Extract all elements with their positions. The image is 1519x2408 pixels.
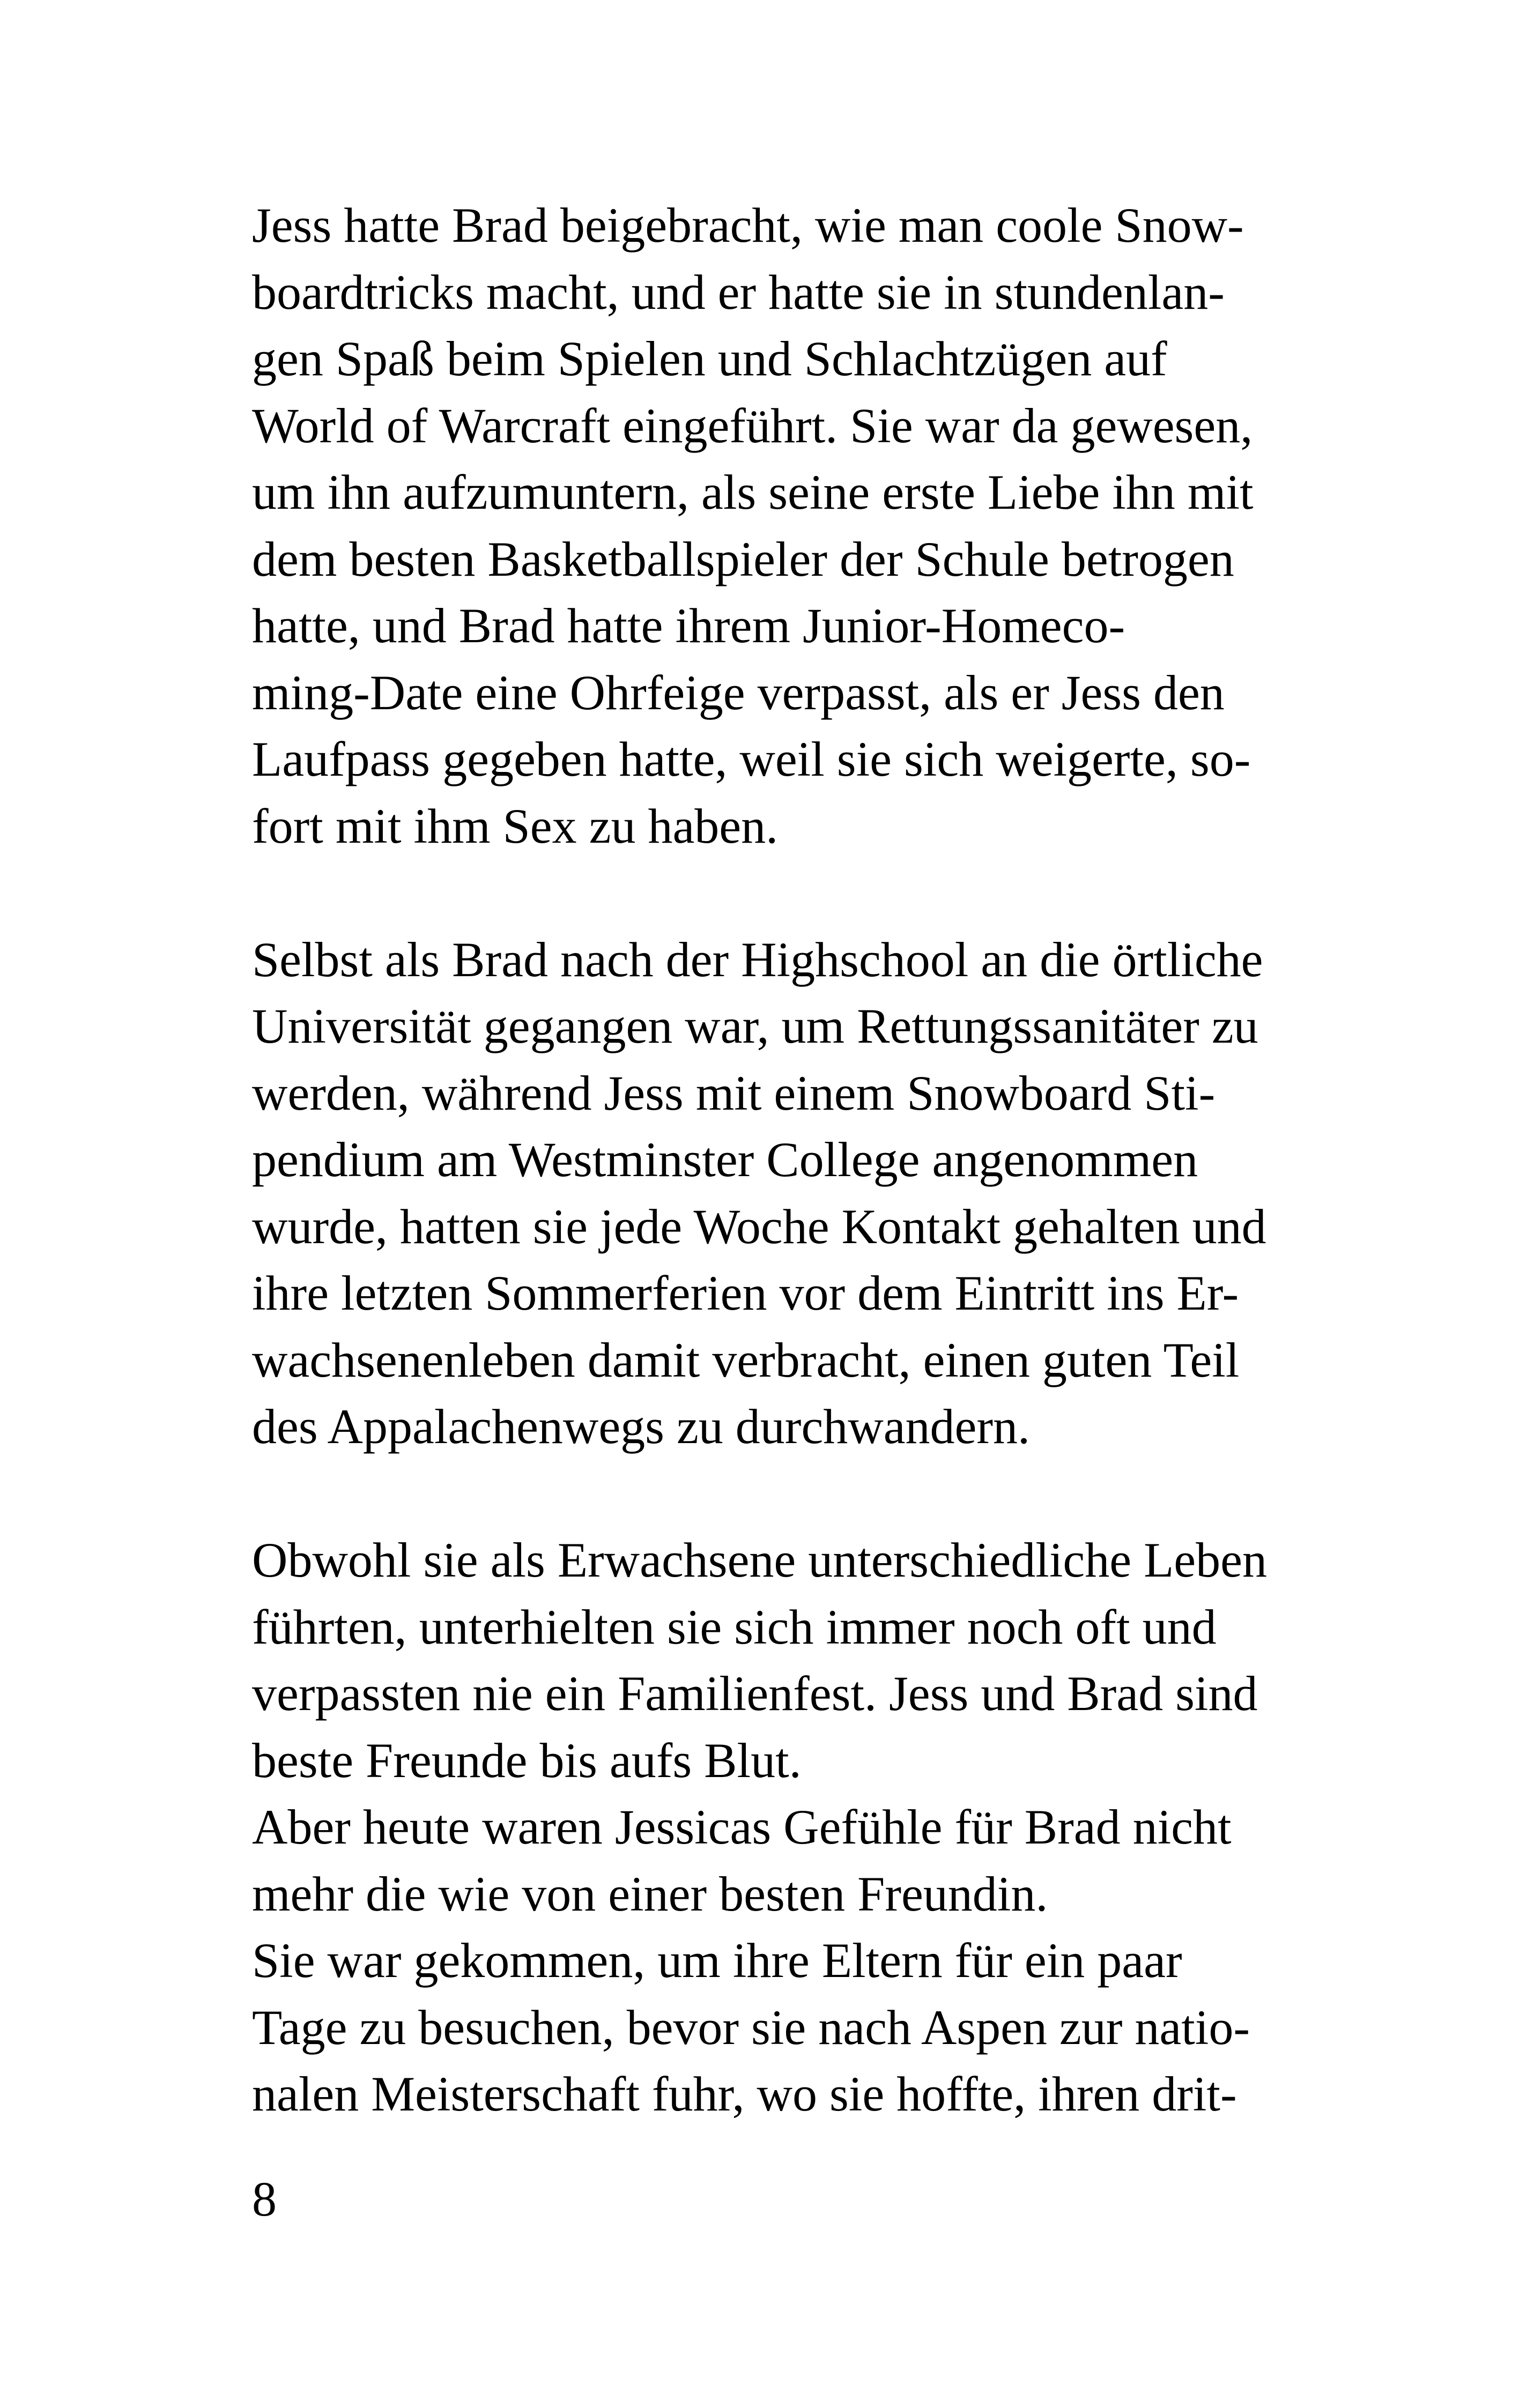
- text-line: verpassten nie ein Familienfest. Jess und Brad sind: [252, 1666, 1258, 1721]
- text-line: beste Freunde bis aufs Blut.: [252, 1733, 802, 1788]
- text-line: Obwohl sie als Erwachsene unterschiedliche Leben: [252, 1533, 1267, 1587]
- body-text: [252, 192, 1271, 2128]
- paragraph-gap: [252, 1460, 1271, 1527]
- text-line: Jess hatte Brad beigebracht, wie man coole Snow-: [252, 198, 1244, 252]
- text-line: nalen Meisterschaft fuhr, wo sie hoffte, ihren drit-: [252, 2067, 1237, 2121]
- text-line: Universität gegangen war, um Rettungssanitäter zu: [252, 999, 1258, 1053]
- paragraph-1: [252, 192, 1271, 859]
- text-line: Sie war gekommen, um ihre Eltern für ein paar: [252, 1933, 1182, 1988]
- text-line: fort mit ihm Sex zu haben.: [252, 798, 779, 853]
- paragraph-3: [252, 1527, 1271, 2128]
- text-line: boardtricks macht, und er hatte sie in stundenlan-: [252, 264, 1225, 319]
- text-line: hatte, und Brad hatte ihrem Junior-Homeco-: [252, 598, 1125, 653]
- text-line: World of Warcraft eingeführt. Sie war da gewesen,: [252, 398, 1253, 453]
- text-line: führten, unterhielten sie sich immer noch oft und: [252, 1599, 1217, 1654]
- text-line: Laufpass gegeben hatte, weil sie sich weigerte, so-: [252, 732, 1251, 786]
- text-line: Selbst als Brad nach der Highschool an die örtliche: [252, 932, 1263, 987]
- text-line: des Appalachenwegs zu durchwandern.: [252, 1399, 1031, 1454]
- paragraph-gap: [252, 859, 1271, 926]
- text-line: Aber heute waren Jessicas Gefühle für Brad nicht: [252, 1800, 1232, 1854]
- paragraph-2: [252, 926, 1271, 1460]
- text-line: wachsenenleben damit verbracht, einen guten Teil: [252, 1332, 1240, 1387]
- text-line: ihre letzten Sommerferien vor dem Eintritt ins Er-: [252, 1266, 1239, 1320]
- text-line: gen Spaß beim Spielen und Schlachtzügen auf: [252, 331, 1167, 386]
- text-line: Tage zu besuchen, bevor sie nach Aspen zur natio-: [252, 2000, 1250, 2055]
- text-line: wurde, hatten sie jede Woche Kontakt gehalten und: [252, 1199, 1266, 1254]
- text-line: dem besten Basketballspieler der Schule betrogen: [252, 531, 1234, 586]
- text-line: werden, während Jess mit einem Snowboard Sti-: [252, 1065, 1216, 1120]
- text-line: ming-Date eine Ohrfeige verpasst, als er Jess den: [252, 665, 1225, 720]
- page-number: 8: [252, 2172, 277, 2226]
- text-line: mehr die wie von einer besten Freundin.: [252, 1866, 1048, 1921]
- text-line: pendium am Westminster College angenommen: [252, 1132, 1198, 1187]
- text-line: um ihn aufzumuntern, als seine erste Liebe ihn mit: [252, 465, 1254, 519]
